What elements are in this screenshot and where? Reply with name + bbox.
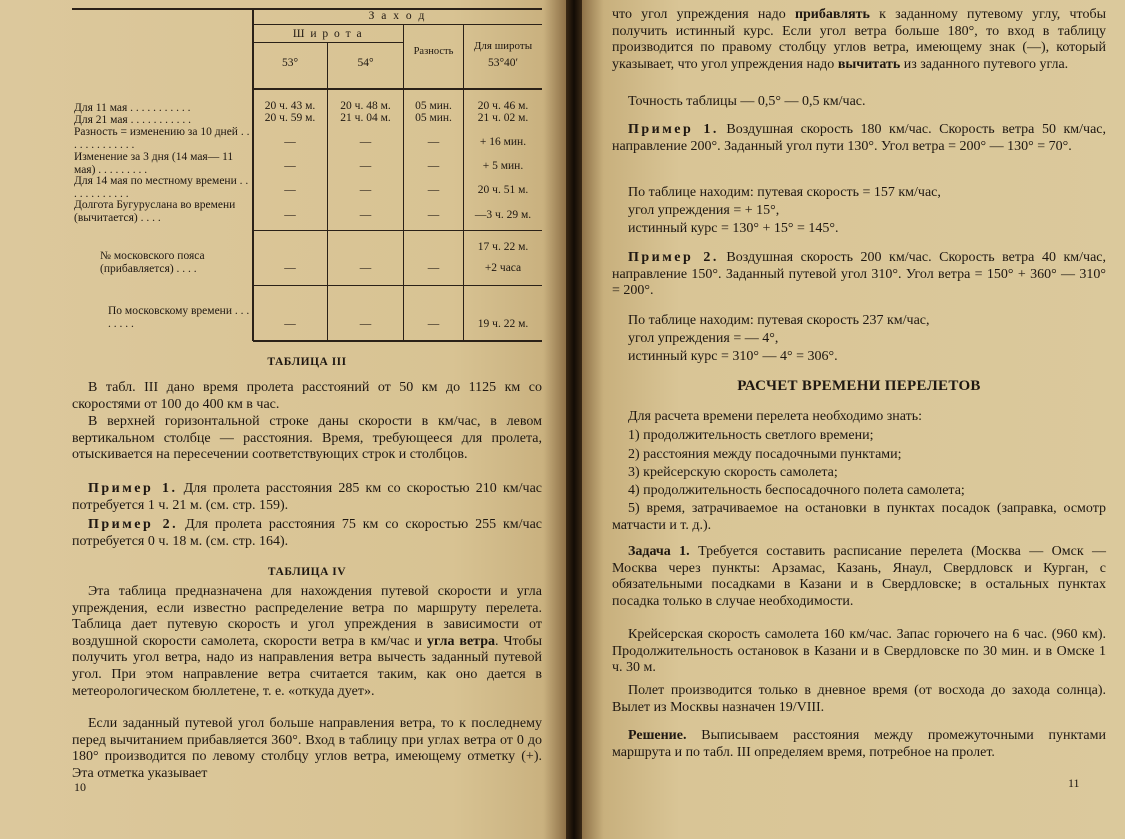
table-row-label: По московскому времени . . . . . . . . bbox=[108, 305, 250, 330]
text-run: что угол упреждения надо bbox=[612, 7, 795, 22]
table-row-label: Для 11 мая . . . . . . . . . . . bbox=[74, 102, 191, 114]
list-item: 1) продолжительность светлого времени; bbox=[628, 428, 874, 443]
table-cell: 20 ч. 43 м. bbox=[264, 100, 316, 112]
table-vline-3 bbox=[403, 24, 404, 341]
result-line: угол упреждения = — 4°, bbox=[628, 331, 779, 346]
table-row-label: Разность = изменению за 10 дней . . . . . . . . . . . . . bbox=[74, 126, 250, 151]
table-cell: — bbox=[359, 160, 372, 172]
list-item: 2) расстояния между посадочными пунктами; bbox=[628, 447, 902, 462]
table-col-53: 53° bbox=[281, 57, 299, 69]
bold-run: прибавлять bbox=[794, 7, 870, 22]
paragraph: Полет производится только в дневное время (от восхода до захода солнца). Вылет из Москвы назначен 19/VIII. bbox=[612, 683, 1106, 715]
table-cell: — bbox=[359, 184, 372, 196]
table-col-dlya-shiroty: Для широты bbox=[473, 40, 533, 52]
table-hline-a bbox=[253, 230, 542, 231]
example-label: Пример 1. bbox=[88, 481, 178, 496]
table-hline-zakhod bbox=[253, 24, 542, 25]
paragraph: В табл. III дано время пролета расстояний от 50 км до 1125 км со скоростями от 100 до 400 км в час. bbox=[72, 380, 542, 412]
task-label: Задача 1. bbox=[628, 544, 690, 559]
table-hline-shirota bbox=[253, 42, 403, 43]
table-cell: +2 часа bbox=[484, 262, 522, 274]
table-col-raznost: Разность bbox=[413, 46, 454, 57]
table-cell: 05 мин. bbox=[415, 112, 452, 124]
heading-table-iv: ТАБЛИЦА IV bbox=[267, 566, 347, 578]
table-cell: — bbox=[284, 136, 296, 148]
table-vline-4 bbox=[463, 24, 464, 341]
table-header-shirota: Ш и р о т а bbox=[292, 28, 364, 40]
result-line: угол упреждения = + 15°, bbox=[628, 203, 780, 218]
table-cell: 20 ч. 46 м. bbox=[477, 100, 529, 112]
table-cell: — bbox=[359, 209, 372, 221]
paragraph bbox=[72, 584, 542, 700]
table-cell: — bbox=[284, 209, 296, 221]
text-run: из заданного путевого угла. bbox=[900, 56, 1069, 72]
task-paragraph bbox=[612, 544, 1106, 610]
result-line: По таблице находим: путевая скорость = 157 км/час, bbox=[628, 185, 941, 200]
table-cell: — bbox=[427, 184, 440, 196]
page-number: 11 bbox=[1068, 776, 1080, 790]
example-text: Для пролета расстояния 285 км со скоростью 210 км/час потребуется 1 ч. 21 м. (см. стр. 159). bbox=[72, 481, 543, 513]
table-cell: — bbox=[427, 262, 440, 274]
table-col-5340: 53°40′ bbox=[487, 57, 519, 69]
bold-run: угла ветра bbox=[426, 633, 496, 649]
table-cell: — bbox=[284, 184, 296, 196]
example-label: Пример 2. bbox=[628, 250, 719, 265]
table-bottom-rule bbox=[253, 340, 542, 342]
table-cell: — bbox=[427, 318, 440, 330]
example-text: Воздушная скорость 180 км/час. Скорость ветра 50 км/час, направление 200°. Заданный угол пути 130°. Угол ветра = 200° — 130° = 70°. bbox=[612, 122, 1107, 154]
table-cell: 17 ч. 22 м. bbox=[477, 241, 529, 253]
paragraph: Крейсерская скорость самолета 160 км/час. Запас горючего на 6 час. (960 км). Продолжительность остановок в Казани и в Свердловске по 30 мин. и в Омске 1 ч. 30 м. bbox=[612, 627, 1106, 676]
text-run: к заданному путевому углу, чтобы получить истинный курс. Если угол ветра больше 180°, то вход в таблицу производится по правому столбцу углов ветра, имеющему знак (—), который указывает, что угол упреждения надо bbox=[612, 7, 1106, 72]
table-row-label: Для 14 мая по местному времени . . . . . . . . . . . . bbox=[74, 175, 249, 200]
table-cell: — bbox=[359, 262, 372, 274]
table-row-label: Для 21 мая . . . . . . . . . . . bbox=[74, 114, 191, 126]
table-cell: — bbox=[359, 318, 372, 330]
text-run: . Чтобы получить угол ветра, надо из направления ветра вычесть заданный путевой угол. При этом направление ветра считается таким, как оно дается в метеорологическом бюллетене, т. е. «откуда дует». bbox=[72, 633, 543, 699]
table-cell: 21 ч. 02 м. bbox=[477, 112, 529, 124]
heading-calc: РАСЧЕТ ВРЕМЕНИ ПЕРЕЛЕТОВ bbox=[737, 378, 981, 394]
example-label: Пример 1. bbox=[628, 122, 719, 137]
table-cell: 20 ч. 59 м. bbox=[264, 112, 316, 124]
task-text: Требуется составить расписание перелета (Москва — Омск — Москва через пункты: Арзамас, Казань, Янаул, Свердловск и Курган, с обязательными посадками в Казани и в Свердловске; в остальных пунктах посадка только в случае необходимости. bbox=[612, 544, 1107, 609]
table-row-label: № московского пояса (прибавляется) . . . . bbox=[100, 250, 205, 275]
book-gutter bbox=[566, 0, 582, 839]
table-cell: 19 ч. 22 м. bbox=[477, 318, 529, 330]
example-paragraph bbox=[612, 122, 1106, 155]
solution-text: Выписываем расстояния между промежуточными пунктами маршрута и по табл. III определяем время, потребное на пролет. bbox=[612, 728, 1106, 760]
example-text: Для пролета расстояния 75 км со скоростью 255 км/час потребуется 0 ч. 18 м. (см. стр. 164). bbox=[72, 517, 543, 549]
result-line: По таблице находим: путевая скорость 237 км/час, bbox=[628, 313, 930, 328]
table-cell: — bbox=[427, 136, 440, 148]
table-cell: + 5 мин. bbox=[482, 160, 524, 172]
accuracy-note: Точность таблицы — 0,5° — 0,5 км/час. bbox=[628, 94, 866, 109]
paragraph bbox=[612, 7, 1106, 73]
result-line: истинный курс = 130° + 15° = 145°. bbox=[628, 221, 839, 236]
table-col-54: 54° bbox=[357, 57, 374, 69]
paragraph: В верхней горизонтальной строке даны скорости в км/час, в левом вертикальном столбце — расстояния. Время, требующееся для пролета, отыскивается на пересечении соответствующих строк и столбцов. bbox=[72, 414, 542, 463]
text-run: Эта таблица предназначена для нахождения путевой скорости и угла упреждения, если известно распределение ветра по маршруту перелета. Таблица дает путевую скорость и угол упреждения в зависимости от воздушной скорости самолета, скорости ветра в км/час и bbox=[72, 584, 542, 649]
table-cell: — bbox=[427, 160, 440, 172]
table-cell: — bbox=[284, 318, 296, 330]
table-cell: — bbox=[284, 160, 296, 172]
table-cell: 20 ч. 51 м. bbox=[477, 184, 529, 196]
example-label: Пример 2. bbox=[88, 517, 179, 532]
table-cell: — bbox=[427, 209, 440, 221]
paragraph: Если заданный путевой угол больше направления ветра, то к последнему перед вычитанием прибавляется 360°. Вход в таблицу при углах ветра от 0 до 180° производится по левому столбцу углов ветра, имеющему отметку (+). Эта отметка указывает bbox=[72, 716, 542, 781]
table-header-zakhod: З а х о д bbox=[368, 10, 427, 22]
right-page bbox=[582, 0, 1125, 839]
example-paragraph bbox=[72, 481, 542, 514]
table-cell: 20 ч. 48 м. bbox=[340, 100, 391, 112]
list-item: 3) крейсерскую скорость самолета; bbox=[628, 465, 838, 480]
example-paragraph bbox=[612, 250, 1106, 300]
list-item: 4) продолжительность беспосадочного полета самолета; bbox=[628, 483, 965, 498]
example-paragraph bbox=[72, 517, 542, 550]
table-cell: 21 ч. 04 м. bbox=[340, 112, 391, 124]
table-row-label: Долгота Бугуруслана во времени (вычитается) . . . . bbox=[74, 199, 236, 224]
example-text: Воздушная скорость 200 км/час. Скорость ветра 40 км/час, направление 150°. Заданный путевой угол 310°. Угол ветра = 150° + 360° — 310° = 200°. bbox=[612, 250, 1107, 299]
solution-label: Решение. bbox=[628, 728, 687, 743]
list-item: 5) время, затрачиваемое на остановки в пунктах посадок (заправка, осмотр матчасти и т. д.). bbox=[612, 501, 1106, 533]
table-cell: — bbox=[359, 136, 372, 148]
table-row-label: Изменение за 3 дня (14 мая— 11 мая) . . . . . . . . . bbox=[74, 151, 234, 176]
paragraph: Для расчета времени перелета необходимо знать: bbox=[628, 409, 922, 424]
heading-table-iii: ТАБЛИЦА III bbox=[267, 356, 347, 368]
table-cell: — bbox=[284, 262, 296, 274]
table-cell: —3 ч. 29 м. bbox=[474, 209, 532, 221]
result-line: истинный курс = 310° — 4° = 306°. bbox=[628, 349, 838, 364]
table-header-rule bbox=[253, 88, 542, 90]
page-number: 10 bbox=[74, 780, 86, 794]
table-cell: 05 мин. bbox=[415, 100, 452, 112]
table-cell: + 16 мин. bbox=[479, 136, 527, 148]
table-hline-b bbox=[253, 285, 542, 286]
solution-paragraph bbox=[612, 728, 1106, 761]
bold-run: вычитать bbox=[837, 56, 901, 72]
